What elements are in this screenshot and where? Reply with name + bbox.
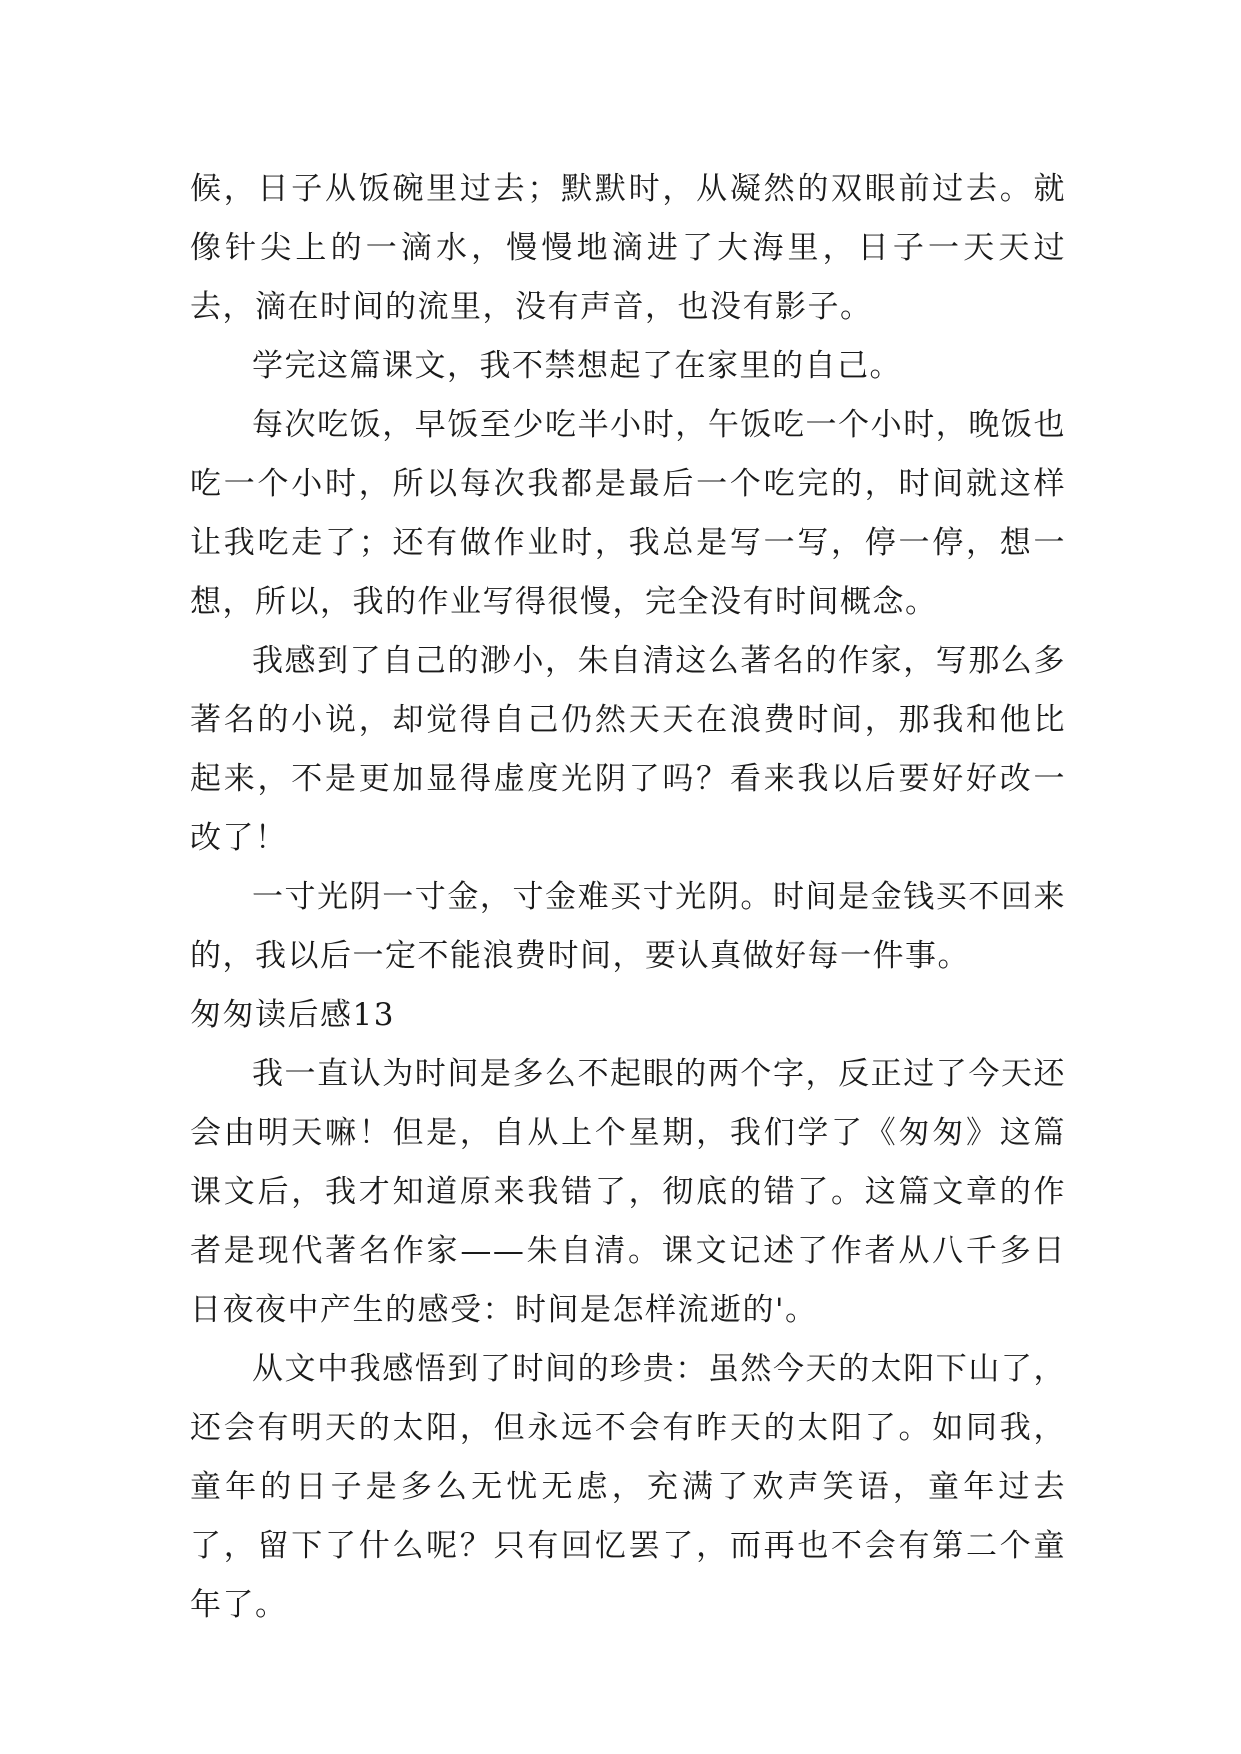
paragraph: 我感到了自己的渺小，朱自清这么著名的作家，写那么多著名的小说，却觉得自己仍然天天在浪费时间，那我和他比起来，不是更加显得虚度光阴了吗？看来我以后要好好改一改了！ — [190, 643, 1066, 856]
paragraph: 学完这篇课文，我不禁想起了在家里的自己。 — [252, 348, 902, 384]
paragraph: 每次吃饭，早饭至少吃半小时，午饭吃一个小时，晚饭也吃一个小时，所以每次我都是最后一个吃完的，时间就这样让我吃走了；还有做作业时，我总是写一写，停一停，想一想，所以，我的作业写得很慢，完全没有时间概念。 — [190, 407, 1066, 620]
paragraph: 一寸光阴一寸金，寸金难买寸光阴。时间是金钱买不回来的，我以后一定不能浪费时间，要认真做好每一件事。 — [190, 879, 1066, 974]
paragraph: 我一直认为时间是多么不起眼的两个字，反正过了今天还会由明天嘛！但是，自从上个星期，我们学了《匆匆》这篇课文后，我才知道原来我错了，彻底的错了。这篇文章的作者是现代著名作家——朱自清。课文记述了作者从八千多日日夜夜中产生的感受：时间是怎样流逝的'。 — [190, 1056, 1066, 1328]
paragraph-continued: 候，日子从饭碗里过去；默默时，从凝然的双眼前过去。就像针尖上的一滴水，慢慢地滴进了大海里，日子一天天过去，滴在时间的流里，没有声音，也没有影子。 — [190, 171, 1066, 325]
paragraph: 从文中我感悟到了时间的珍贵：虽然今天的太阳下山了，还会有明天的太阳，但永远不会有昨天的太阳了。如同我，童年的日子是多么无忧无虑，充满了欢声笑语，童年过去了，留下了什么呢？只有回忆罢了，而再也不会有第二个童年了。 — [190, 1351, 1066, 1623]
document-page — [190, 160, 1066, 1635]
section-heading: 匆匆读后感13 — [190, 997, 395, 1033]
